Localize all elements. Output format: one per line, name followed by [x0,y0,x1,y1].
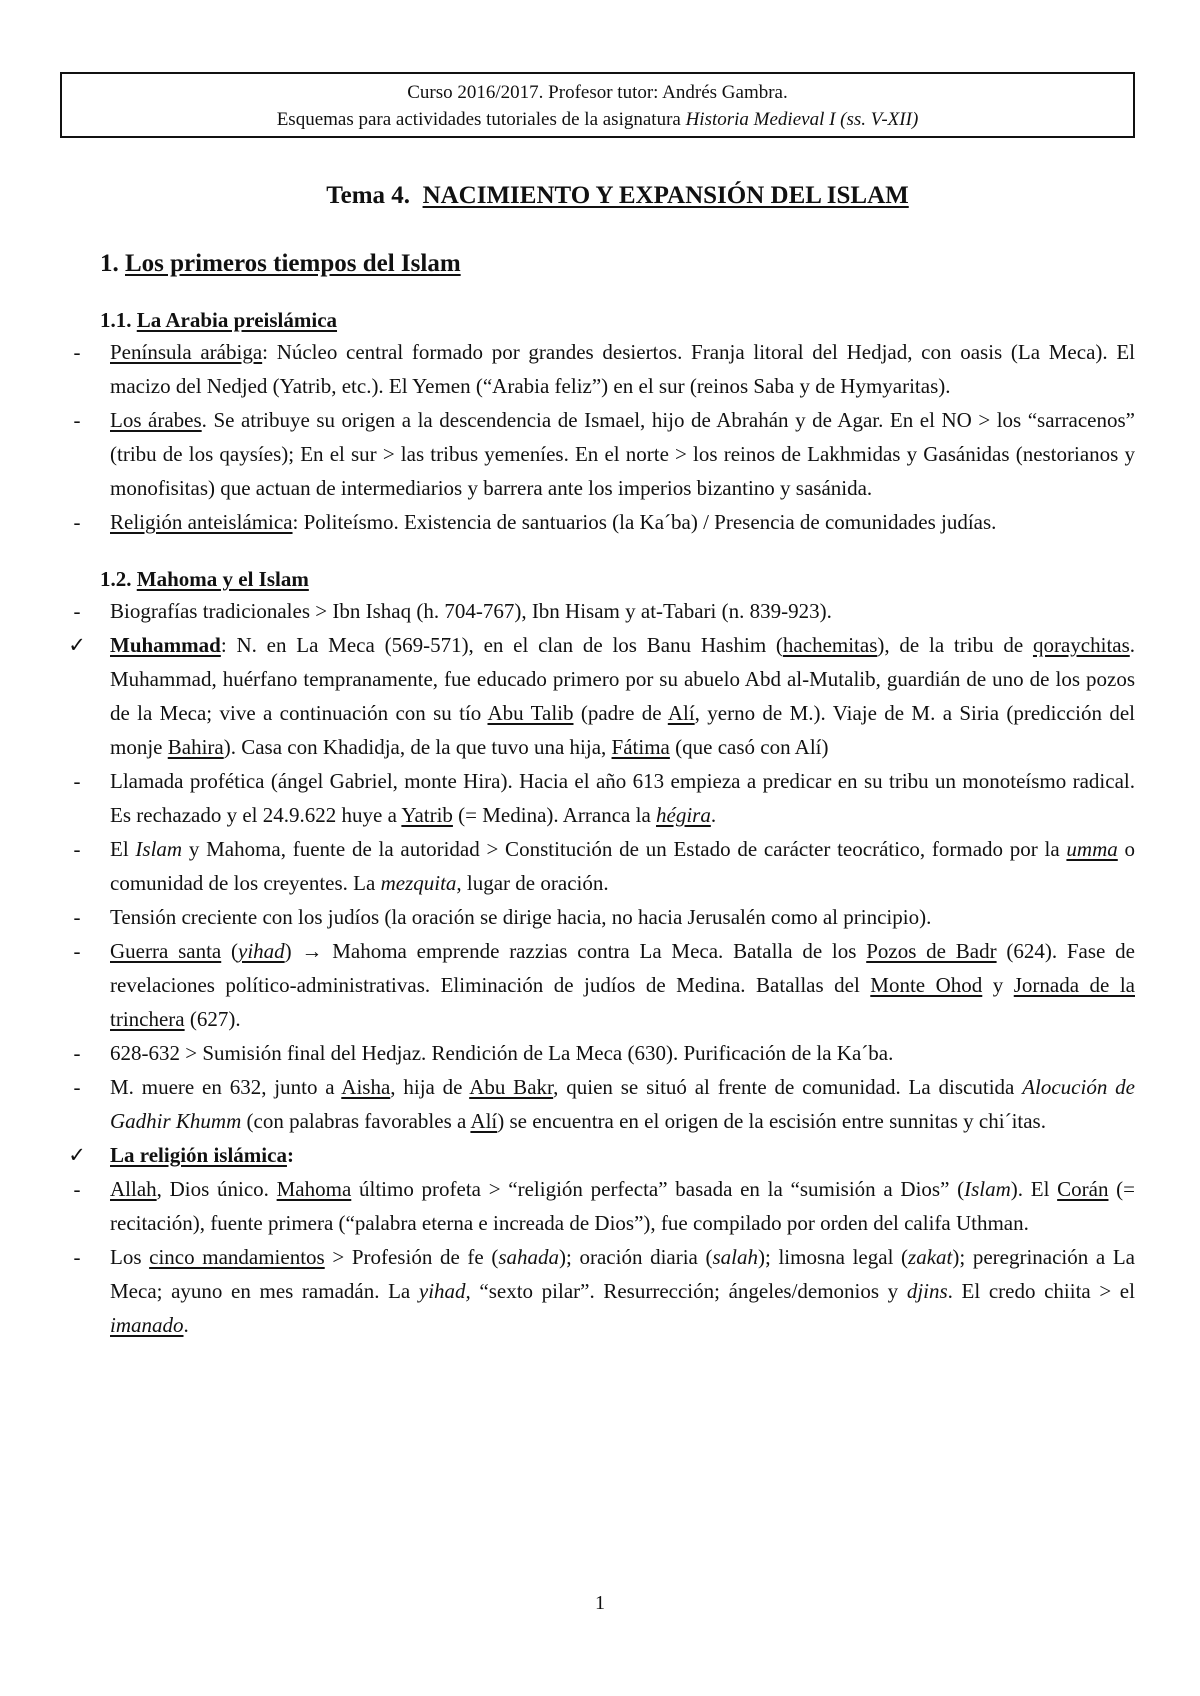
bullet-dash: - [73,769,81,793]
emphasis-text: Pozos de Badr [866,939,997,963]
body-text: , quien se situó al frente de comunidad. La discutida [553,1075,1023,1099]
body-text: ). Casa con Khadidja, de la que tuvo una hija, [223,735,612,759]
emphasis-text: hégira [656,803,711,827]
bullet-dash: - [73,1245,81,1269]
body-text: . [183,1313,189,1337]
body-text: ) se encuentra en el origen de la escisión entre sunnitas y chi´itas. [497,1109,1046,1133]
emphasis-text: Abu Talib [487,701,574,725]
emphasis-text: Bahira [167,735,224,759]
emphasis-text: Allah [110,1177,157,1201]
list-item [73,403,1135,505]
body-text: . El credo chiita > el [947,1279,1135,1303]
document-body [68,182,1136,1342]
emphasis-text: umma [1066,837,1118,861]
emphasis-text: Alí [667,701,695,725]
body-text: . Muhammad, huérfano tempranamente, fue educado primero por su abuelo Abd al-Mutalib, guardián de uno de los pozos de la Meca; vive a continuación con su tío [110,633,1136,725]
emphasis-text: Yatrib [401,803,453,827]
list-item [73,832,1136,900]
emphasis-text: Islam [964,1177,1011,1201]
section-1-heading: 1. Los primeros tiempos del Islam [100,250,461,277]
body-text: ); peregrinación a La Meca; ayuno en mes ramadán. La [110,1245,1135,1303]
body-text: (= recitación), fuente primera (“palabra eterna e increada de Dios”), fue compilado por orden del califa Uthman. [110,1177,1136,1235]
bullet-dash: - [73,1041,81,1065]
bullet-dash: - [73,408,81,432]
list-item [73,1172,1136,1240]
emphasis-text: sahada [498,1245,560,1269]
body-text: ); limosna legal ( [758,1245,909,1269]
emphasis-text: Los árabes [110,408,202,432]
emphasis-text: Muhammad [110,633,221,657]
body-text: “sexto pilar”. Resurrección; ángeles/demonios y [470,1279,907,1303]
emphasis-text: : [286,1143,294,1167]
emphasis-text: Mahoma [276,1177,352,1201]
body-text: Los [110,1245,150,1269]
body-text: (con palabras favorables a [241,1109,471,1133]
body-text: (624). Fase de revelaciones político-administrativas. Eliminación de judíos de Medina. Batallas del [110,939,1135,997]
body-text: El [110,837,136,861]
bullet-dash: - [73,1075,81,1099]
subsection-1-1-heading: 1.1. La Arabia preislámica [100,308,338,332]
body-text: (627). [184,1007,241,1031]
body-text: , yerno de M.). Viaje de M. a Siria (predicción del monje [110,701,1135,759]
body-text: Biografías tradicionales > Ibn Ishaq (h. 704-767), Ibn Hisam y at-Tabari (n. 839-923). [110,599,832,623]
body-text: ), de la tribu de [877,633,1033,657]
emphasis-text: La religión islámica [110,1143,287,1167]
body-text: : Núcleo central formado por grandes desiertos. Franja litoral del Hedjad, con oasis (La Meca). El macizo del Nedjed (Yatrib, etc.). El Yemen (“Arabia feliz”) en el sur (reinos Saba y de Hymyaritas). [110,340,1135,398]
body-text: > Profesión de fe ( [324,1245,499,1269]
topic-title-main: NACIMIENTO Y EXPANSIÓN DEL ISLAM [422,182,909,209]
emphasis-text: Corán [1057,1177,1109,1201]
emphasis-text: Jornada de la trinchera [110,973,1135,1031]
emphasis-text: zakat [908,1245,953,1269]
course-header-box [60,72,1135,138]
emphasis-text: mezquita [380,871,457,895]
body-text: , hija de [390,1075,470,1099]
list-item [73,934,1135,1036]
course-info-line: Curso 2016/2017. Profesor tutor: Andrés Gambra. [407,82,788,103]
list-item [73,1036,1135,1070]
emphasis-text: imanado [110,1313,184,1337]
emphasis-text: Religión anteislámica [110,510,293,534]
emphasis-text: Abu Bakr [469,1075,554,1099]
body-text: Tensión creciente con los judíos (la oración se dirige hacia, no hacia Jerusalén como al principio). [110,905,932,929]
list-item [73,1240,1135,1342]
body-text: . Se atribuye su origen a la descendencia de Ismael, hijo de Abrahán y de Agar. En el NO > los “sarracenos” (tribu de los qaysíes); En el sur > las tribus yemeníes. En el norte > los reinos de Lakhmidas y Gasánidas (nestorianos y monofisitas) que actuan de intermediarios y barrera ante los imperios bizantino y sasánida. [110,408,1135,500]
bullet-dash: - [73,340,81,364]
emphasis-text: Península arábiga [110,340,263,364]
body-text: ). El [1010,1177,1058,1201]
bullet-dash: - [73,1177,81,1201]
body-text: ); oración diaria ( [559,1245,713,1269]
emphasis-text: Guerra santa [110,939,222,963]
list-item [73,594,1135,628]
body-text: ( [221,939,238,963]
body-text: : N. en La Meca (569-571), en el clan de los Banu Hashim ( [220,633,783,657]
body-text: último profeta > “religión perfecta” basada en la “sumisión a Dios” ( [351,1177,965,1201]
body-text: 628-632 > Sumisión final del Hedjaz. Rendición de La Meca (630). Purificación de la Ka´ba. [110,1041,894,1065]
bullet-dash: - [73,837,81,861]
emphasis-text: Alí [470,1109,498,1133]
subsection-1-2-list [68,594,1136,1342]
bullet-dash: - [73,905,81,929]
body-text: , Dios único. [156,1177,277,1201]
emphasis-text: Monte Ohod [870,973,983,997]
body-text: M. muere en 632, junto a [110,1075,342,1099]
list-item [73,900,1135,934]
emphasis-text: hachemitas [782,633,878,657]
body-text: . [710,803,717,827]
body-text: (padre de [573,701,668,725]
list-item [73,335,1135,403]
emphasis-text: cinco mandamientos [149,1245,325,1269]
body-text: y [982,973,1014,997]
subsection-1-1-list [73,335,1135,539]
list-item [68,1138,1135,1172]
body-text: Llamada profética (ángel Gabriel, monte Hira). Hacia el año 613 empieza a predicar en su tribu un monoteísmo radical. Es rechazado y el 24.9.622 huye a [110,769,1135,827]
bullet-dash: - [73,939,81,963]
body-text: (= Medina). Arranca la [452,803,657,827]
emphasis-text: qoraychitas [1032,633,1130,657]
body-text: , lugar de oración. [456,871,609,895]
emphasis-text: Islam [135,837,183,861]
emphasis-text: yihad, [418,1279,471,1303]
checkmark-icon: ✓ [68,1143,86,1167]
body-text: ) → Mahoma emprende razzias contra La Meca. Batalla de los [284,939,867,963]
subsection-1-2-heading: 1.2. Mahoma y el Islam [100,567,309,591]
emphasis-text: Fátima [611,735,670,759]
topic-title: Tema 4. NACIMIENTO Y EXPANSIÓN DEL ISLAM [326,182,909,209]
bullet-dash: - [73,599,81,623]
body-text: o comunidad de los creyentes. La [110,837,1136,895]
emphasis-text: salah [712,1245,759,1269]
course-name: Historia Medieval I (ss. V-XII) [685,109,919,130]
body-text: y Mahoma, fuente de la autoridad > Constitución de un Estado de carácter teocrático, formado por la [182,837,1067,861]
list-item [68,628,1136,764]
body-text: : Politeísmo. Existencia de santuarios (la Ka´ba) / Presencia de comunidades judías. [292,510,997,534]
bullet-dash: - [73,510,81,534]
emphasis-text: djins [906,1279,948,1303]
list-item [73,764,1135,832]
page-number: 1 [595,1592,605,1614]
list-item [73,1070,1135,1138]
emphasis-text: Alocución de Gadhir Khumm [110,1075,1135,1133]
list-item [73,505,1135,539]
emphasis-text: Aisha [341,1075,391,1099]
body-text: (que casó con Alí) [669,735,829,759]
course-subject-line: Esquemas para actividades tutoriales de la asignatura Historia Medieval I (ss. V-XII) [276,109,919,130]
checkmark-icon: ✓ [68,633,86,657]
emphasis-text: yihad [238,939,285,963]
